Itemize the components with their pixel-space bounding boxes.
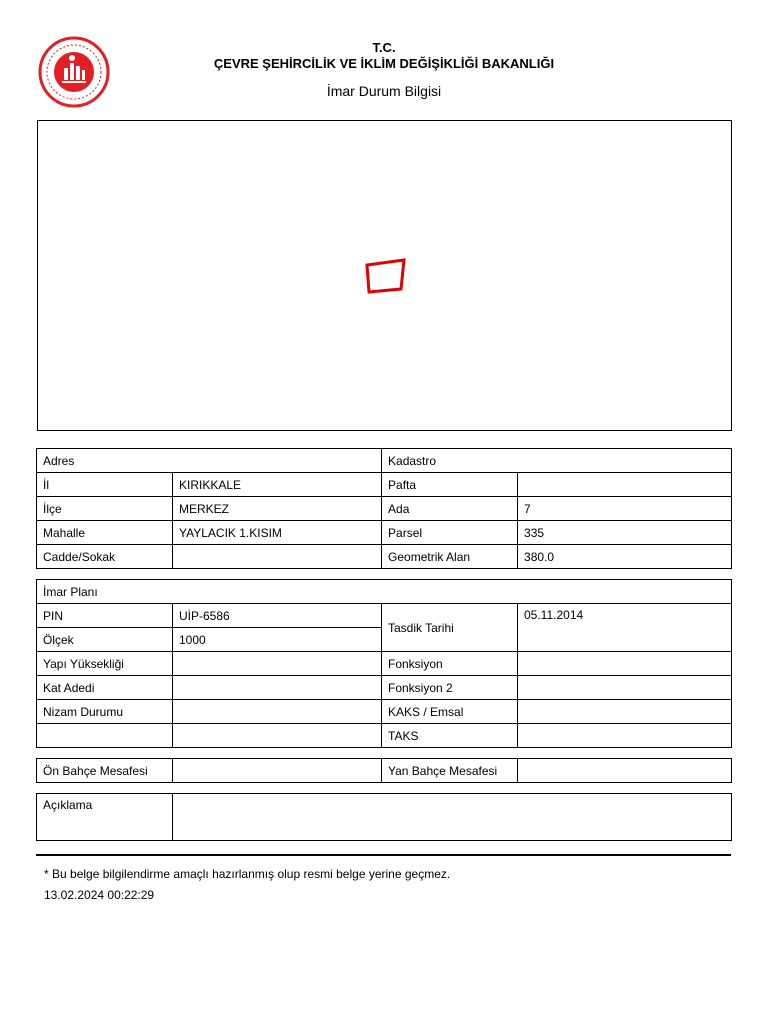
ilce-value: MERKEZ — [173, 497, 382, 521]
empty-cell — [173, 724, 382, 748]
ministry-name: ÇEVRE ŞEHİRCİLİK VE İKLİM DEĞİŞİKLİĞİ BAKANLIĞI — [213, 56, 555, 71]
geometrik-alan-label: Geometrik Alan — [382, 545, 518, 569]
cadde-label: Cadde/Sokak — [37, 545, 173, 569]
parcel-outline — [38, 121, 731, 430]
yan-bahce-label: Yan Bahçe Mesafesi — [382, 759, 518, 783]
pafta-label: Pafta — [382, 473, 518, 497]
ada-label: Ada — [382, 497, 518, 521]
divider — [36, 854, 731, 856]
fonksiyon-value — [518, 652, 732, 676]
notes-table — [36, 793, 732, 841]
il-label: İl — [37, 473, 173, 497]
nizam-value — [173, 700, 382, 724]
cadde-value — [173, 545, 382, 569]
parsel-value: 335 — [518, 521, 732, 545]
empty-cell — [37, 724, 173, 748]
aciklama-value — [173, 794, 732, 841]
pin-value: UİP-6586 — [173, 604, 382, 628]
tasdik-label: Tasdik Tarihi — [382, 604, 518, 652]
on-bahce-label: Ön Bahçe Mesafesi — [37, 759, 173, 783]
pin-label: PIN — [37, 604, 173, 628]
aciklama-label: Açıklama — [37, 794, 173, 841]
ada-value: 7 — [518, 497, 732, 521]
yukseklik-value — [173, 652, 382, 676]
imar-title: İmar Planı — [37, 580, 732, 604]
kaks-value — [518, 700, 732, 724]
page-title: İmar Durum Bilgisi — [326, 83, 442, 99]
header-tc: T.C. — [372, 40, 396, 55]
kadastro-title: Kadastro — [382, 449, 732, 473]
parcel-map[interactable] — [37, 120, 732, 431]
tasdik-value: 05.11.2014 — [518, 604, 732, 652]
parsel-label: Parsel — [382, 521, 518, 545]
fonksiyon-label: Fonksiyon — [382, 652, 518, 676]
mahalle-label: Mahalle — [37, 521, 173, 545]
address-cadastre-table — [36, 448, 732, 569]
pafta-value — [518, 473, 732, 497]
disclaimer-note: * Bu belge bilgilendirme amaçlı hazırlanmış olup resmi belge yerine geçmez. — [44, 867, 451, 881]
il-value: KIRIKKALE — [173, 473, 382, 497]
on-bahce-value — [173, 759, 382, 783]
kaks-label: KAKS / Emsal — [382, 700, 518, 724]
nizam-label: Nizam Durumu — [37, 700, 173, 724]
setback-table — [36, 758, 732, 783]
taks-label: TAKS — [382, 724, 518, 748]
zoning-plan-table — [36, 579, 732, 748]
mahalle-value: YAYLACIK 1.KISIM — [173, 521, 382, 545]
taks-value — [518, 724, 732, 748]
geometrik-alan-value: 380.0 — [518, 545, 732, 569]
fonksiyon2-label: Fonksiyon 2 — [382, 676, 518, 700]
ilce-label: İlçe — [37, 497, 173, 521]
fonksiyon2-value — [518, 676, 732, 700]
olcek-label: Ölçek — [37, 628, 173, 652]
yan-bahce-value — [518, 759, 732, 783]
kat-label: Kat Adedi — [37, 676, 173, 700]
olcek-value: 1000 — [173, 628, 382, 652]
kat-value — [173, 676, 382, 700]
timestamp: 13.02.2024 00:22:29 — [44, 888, 155, 902]
adres-title: Adres — [37, 449, 382, 473]
yukseklik-label: Yapı Yüksekliği — [37, 652, 173, 676]
